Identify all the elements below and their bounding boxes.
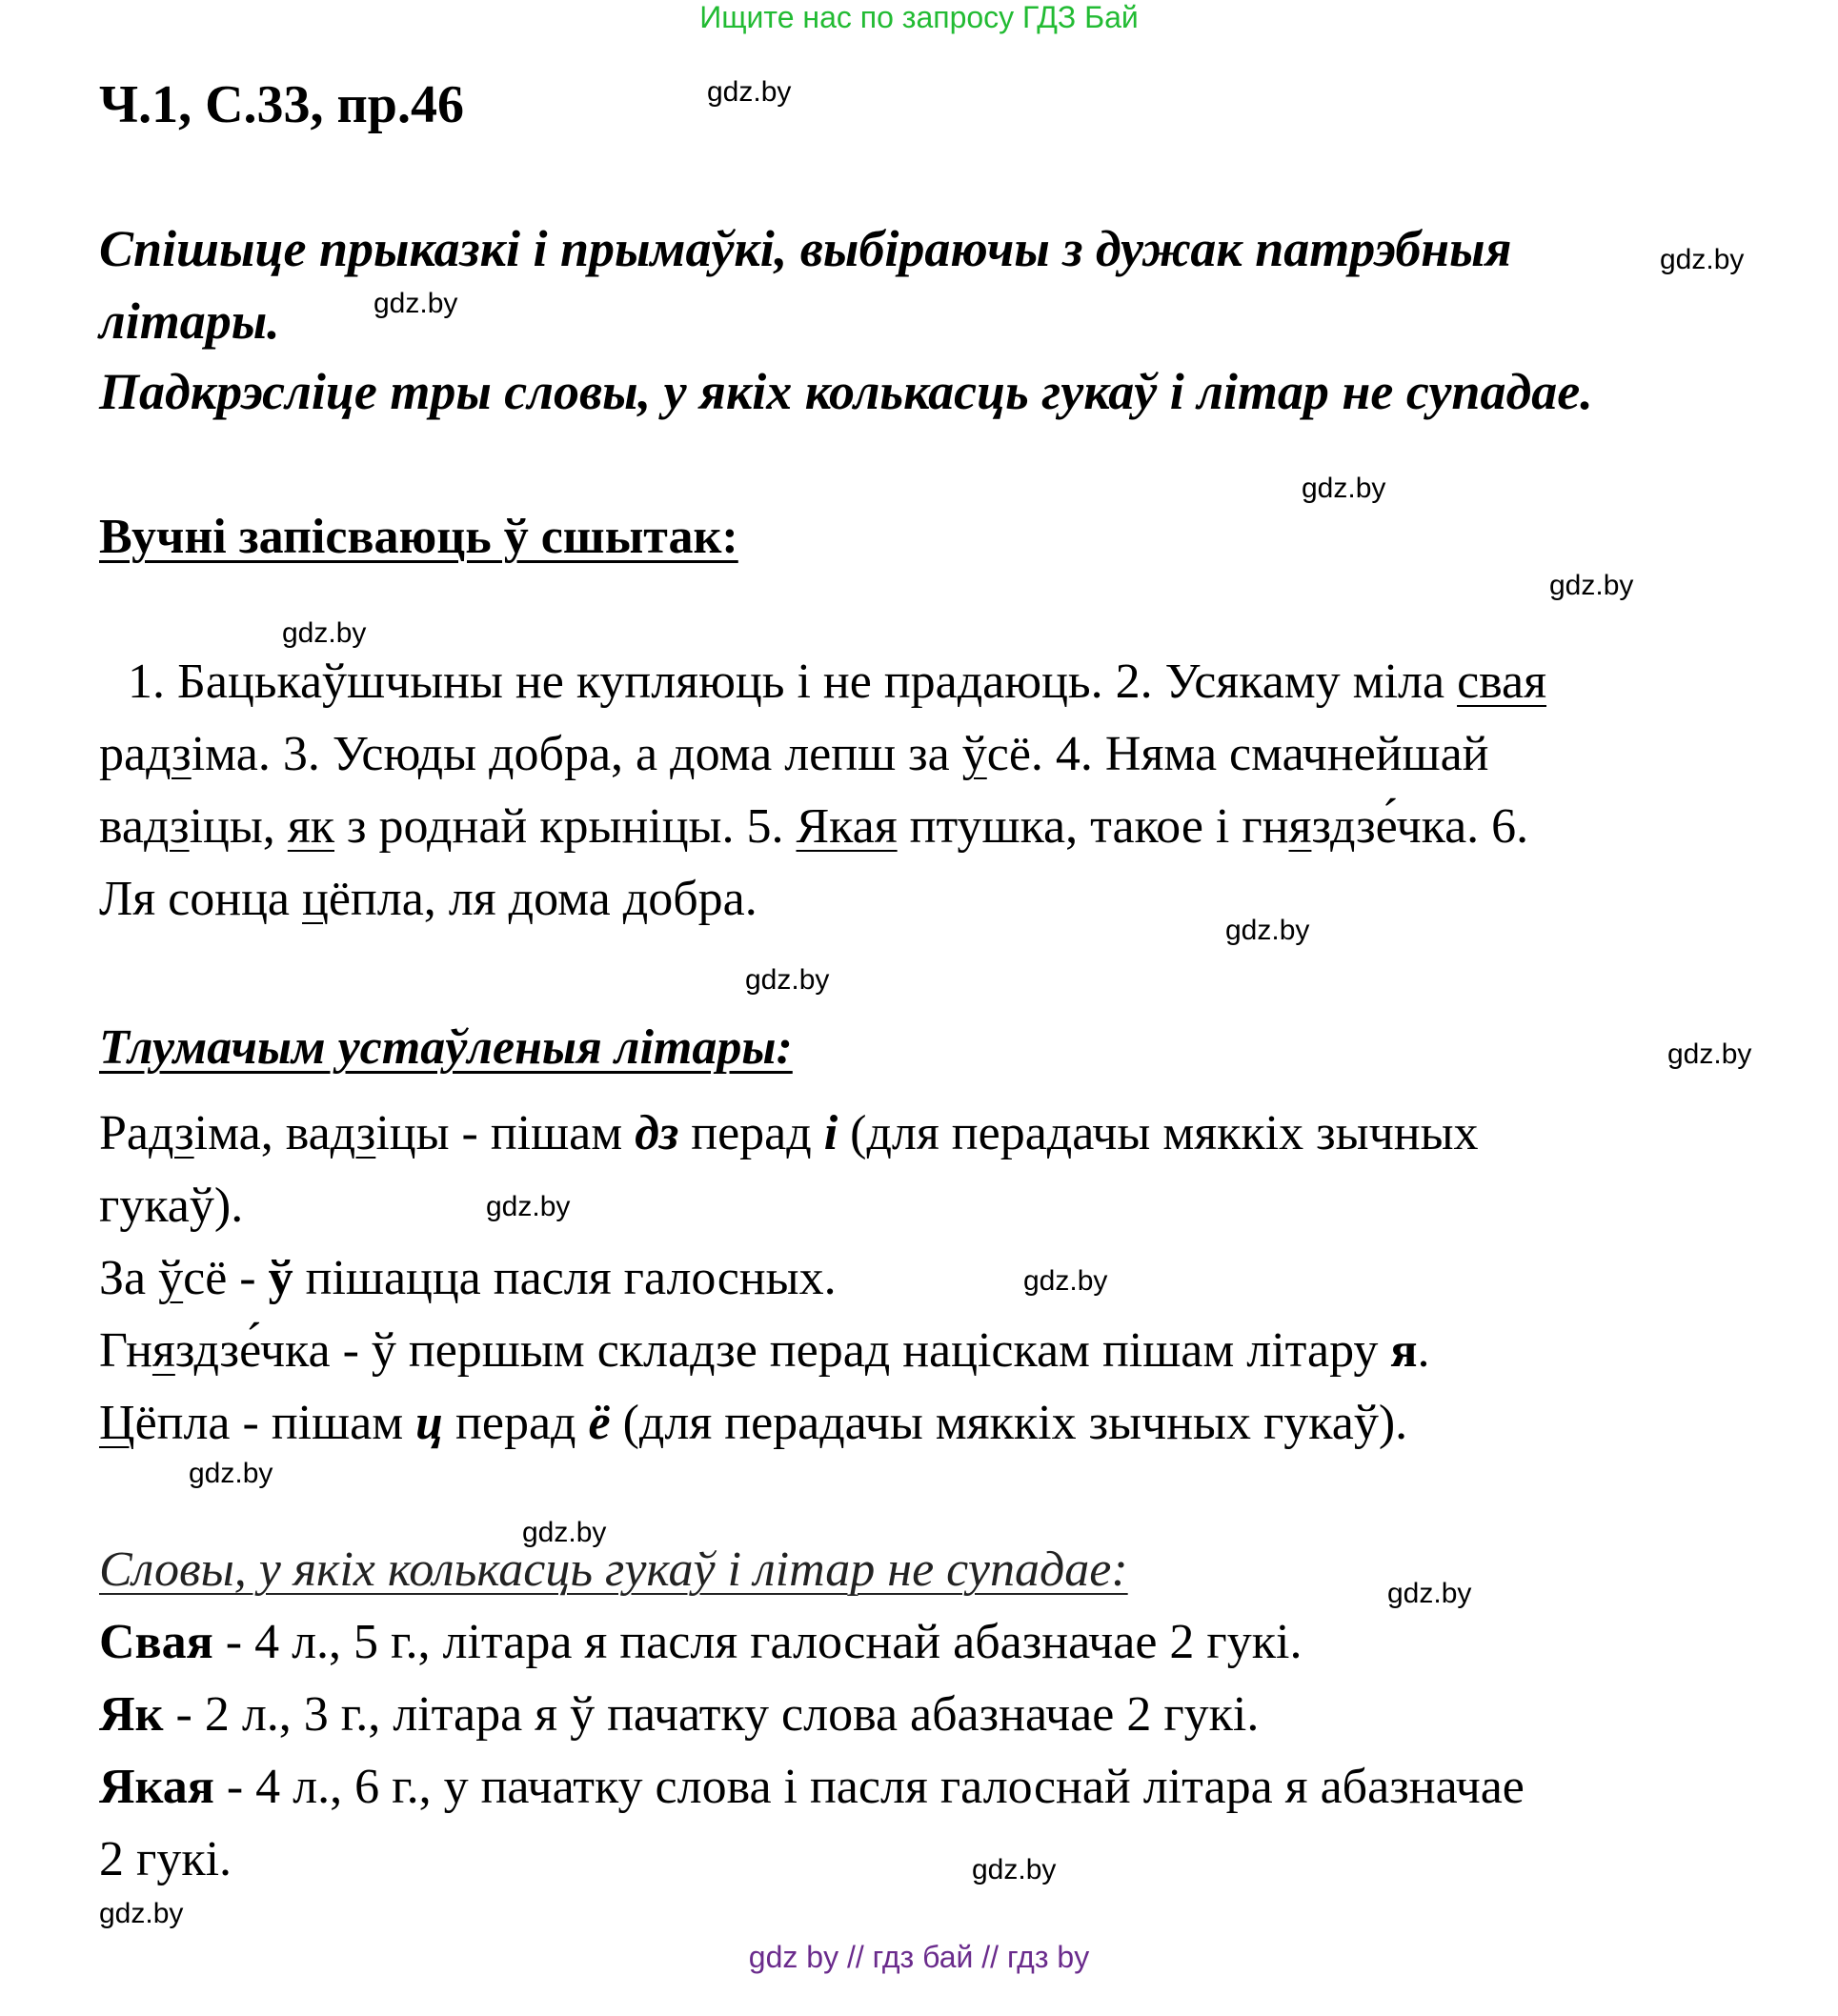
watermark: gdz.by — [1302, 473, 1386, 504]
notebook-line-2: радзіма. 3. Усюды добра, а дома лепш за ўсё. 4. Няма смачнейшай — [99, 727, 1489, 781]
watermark: gdz.by — [486, 1191, 571, 1222]
watermark: gdz.by — [707, 76, 792, 108]
watermark: gdz.by — [282, 617, 367, 649]
words-line-3: Якая - 4 л., 6 г., у пачатку слова і пасля галоснай літара я абазначае — [99, 1760, 1525, 1814]
watermark: gdz.by — [522, 1517, 607, 1548]
watermark: gdz.by — [1549, 570, 1634, 601]
explain-line-3: За ўсё - ў пішацца пасля галосных. — [99, 1251, 837, 1305]
explain-line-2: гукаў). — [99, 1179, 244, 1233]
top-banner[interactable]: Ищите нас по запросу ГДЗ Бай — [699, 0, 1139, 34]
words-line-2: Як - 2 л., 3 г., літара я ў пачатку слова абазначае 2 гукі. — [99, 1687, 1260, 1742]
words-line-4: 2 гукі. — [99, 1832, 232, 1886]
words-line-1: Свая - 4 л., 5 г., літара я пасля галоснай абазначае 2 гукі. — [99, 1615, 1303, 1669]
explain-line-5: Цёпла - пішам ц перад ё (для перадачы мяккіх зычных гукаў). — [99, 1396, 1408, 1450]
watermark: gdz.by — [374, 288, 458, 319]
watermark: gdz.by — [1660, 244, 1745, 275]
watermark: gdz.by — [1667, 1038, 1752, 1070]
notebook-line-4: Ля сонца цёпла, ля дома добра. — [99, 872, 757, 926]
watermark: gdz.by — [1387, 1578, 1472, 1609]
explain-title: Тлумачым устаўленыя літары: — [99, 1020, 793, 1075]
watermark: gdz.by — [972, 1854, 1057, 1885]
task-line-3: Падкрэсліце тры словы, у якіх колькасць гукаў і літар не супадае. — [99, 363, 1593, 420]
watermark: gdz.by — [99, 1898, 184, 1929]
watermark: gdz.by — [745, 964, 830, 996]
footer-links[interactable]: gdz by // гдз бай // гдз by — [748, 1940, 1090, 1974]
task-line-2: літары. — [99, 292, 280, 350]
watermark: gdz.by — [1225, 915, 1310, 946]
explain-line-4: Гняздзе ́чка - ў першым складзе перад націскам пішам літару я. — [99, 1322, 1430, 1379]
words-title: Словы, у якіх колькасць гукаў і літар не супадае: — [99, 1542, 1128, 1597]
watermark: gdz.by — [1023, 1265, 1108, 1297]
notebook-line-1: 1. Бацькаўшчыны не купляюць і не прадаюць. 2. Усякаму міла свая — [128, 655, 1547, 709]
notebook-title: Вучні запісваюць ў сшытак: — [99, 510, 738, 564]
explain-line-1: Радзіма, вадзіцы - пішам дз перад і (для перадачы мяккіх зычных — [99, 1106, 1479, 1160]
task-line-1: Спішыце прыказкі і прымаўкі, выбіраючы з дужак патрэбныя — [99, 220, 1512, 277]
page-title: Ч.1, С.33, пр.46 — [99, 75, 464, 134]
underlined-word: свая — [1457, 655, 1547, 709]
notebook-line-3: вадзіцы, як з роднай крыніцы. 5. Якая птушка, такое і гняздзе ́чка. 6. — [99, 798, 1528, 855]
watermark: gdz.by — [189, 1458, 273, 1489]
